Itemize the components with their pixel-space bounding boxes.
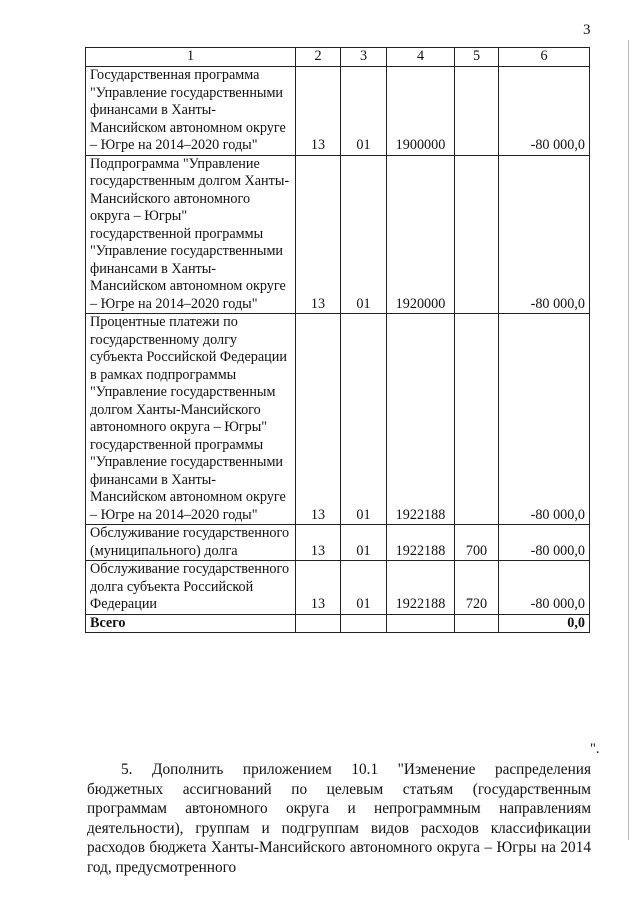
row-amount: -80 000,0 — [499, 314, 590, 525]
row-subsection: 01 — [341, 525, 387, 561]
row-expense-type: 700 — [455, 525, 499, 561]
row-name: Подпрограмма "Управление государственным долгом Ханты-Мансийского автономного округа – Югры" государственной программы "Управление государственными финансами в Ханты-Мансийском автономном округе – Югре на 2014–2020 годы" — [86, 155, 296, 314]
table-row — [86, 525, 590, 561]
header-col-4: 4 — [387, 48, 455, 67]
header-col-1: 1 — [86, 48, 296, 67]
row-section: 13 — [296, 525, 341, 561]
row-section: 13 — [296, 561, 341, 615]
header-col-3: 3 — [341, 48, 387, 67]
row-expense-type: 720 — [455, 561, 499, 615]
row-subsection: 01 — [341, 561, 387, 615]
total-empty-cell — [455, 614, 499, 633]
row-name: Обслуживание государственного (муниципального) долга — [86, 525, 296, 561]
table-row — [86, 314, 590, 525]
row-amount: -80 000,0 — [499, 525, 590, 561]
header-col-5: 5 — [455, 48, 499, 67]
header-col-6: 6 — [499, 48, 590, 67]
total-empty-cell — [296, 614, 341, 633]
row-target-article: 1922188 — [387, 314, 455, 525]
row-section: 13 — [296, 155, 341, 314]
body-paragraph: 5. Дополнить приложением 10.1 "Изменение распределения бюджетных ассигнований по целевым статьям (государственным программам автономного округа и непрограммным направлениям деятельности), группам и подгруппам видов расходов классификации расходов бюджета Ханты-Мансийского автономного округа – Югры на 2014 год, предусмотренного — [87, 761, 591, 876]
total-value: 0,0 — [499, 614, 590, 633]
row-target-article: 1920000 — [387, 155, 455, 314]
row-name: Государственная программа "Управление государственными финансами в Ханты-Мансийском автономном округе – Югре на 2014–2020 годы" — [86, 67, 296, 156]
table-header-row — [86, 48, 590, 67]
row-expense-type — [455, 155, 499, 314]
table-row — [86, 67, 590, 156]
row-amount: -80 000,0 — [499, 561, 590, 615]
table-row — [86, 155, 590, 314]
row-target-article: 1922188 — [387, 561, 455, 615]
row-subsection: 01 — [341, 314, 387, 525]
total-empty-cell — [341, 614, 387, 633]
total-label: Всего — [86, 614, 296, 633]
total-empty-cell — [387, 614, 455, 633]
closing-quote: ". — [590, 741, 600, 757]
page-number: 3 — [583, 22, 591, 38]
row-target-article: 1922188 — [387, 525, 455, 561]
row-subsection: 01 — [341, 67, 387, 156]
row-target-article: 1900000 — [387, 67, 455, 156]
row-amount: -80 000,0 — [499, 155, 590, 314]
row-amount: -80 000,0 — [499, 67, 590, 156]
row-name: Обслуживание государственного долга субъекта Российской Федерации — [86, 561, 296, 615]
table-row — [86, 561, 590, 615]
row-subsection: 01 — [341, 155, 387, 314]
row-expense-type — [455, 67, 499, 156]
row-section: 13 — [296, 67, 341, 156]
row-section: 13 — [296, 314, 341, 525]
total-row — [86, 614, 590, 633]
scan-edge-line — [628, 40, 629, 840]
row-expense-type — [455, 314, 499, 525]
budget-table — [85, 47, 590, 633]
header-col-2: 2 — [296, 48, 341, 67]
row-name: Процентные платежи по государственному долгу субъекта Российской Федерации в рамках подпрограммы "Управление государственным долгом Ханты-Мансийского автономного округа – Югры" государственной программы "Управление государственными финансами в Ханты-Мансийском автономном округе – Югре на 2014–2020 годы" — [86, 314, 296, 525]
